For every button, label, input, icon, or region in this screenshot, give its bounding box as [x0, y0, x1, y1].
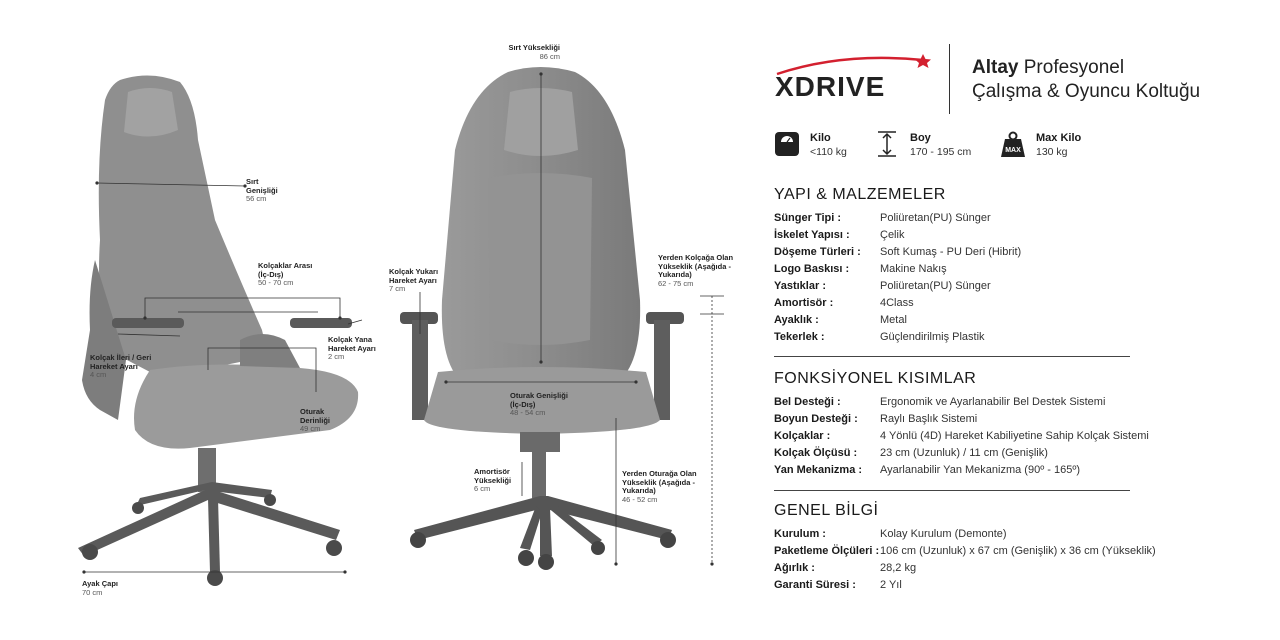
svg-text:XDRIVE: XDRIVE	[775, 71, 886, 102]
section-title-yapi: YAPI & MALZEMELER	[774, 186, 946, 203]
weight-max-icon	[1000, 130, 1026, 158]
xdrive-logo	[773, 54, 933, 104]
chair-side-view	[78, 75, 362, 586]
annotation-yerden-kolcaga: Yerden Kolçağa Olan Yükseklik (Aşağıda - Yukarıda) 62 - 75 cm	[658, 253, 734, 288]
height-arrow-icon	[874, 130, 900, 158]
annotation-amortisor: Amortisör Yüksekliği 6 cm	[474, 467, 512, 493]
product-title: Altay Profesyonel Çalışma & Oyuncu Koltuğu	[972, 57, 1201, 102]
section-title-genel: GENEL BİLGİ	[774, 502, 879, 519]
annotation-ayak-capi: Ayak Çapı 70 cm	[82, 579, 118, 597]
svg-text:MAX: MAX	[1005, 147, 1021, 154]
annotation-yerden-oturaga: Yerden Oturağa Olan Yükseklik (Aşağıda - Yukarıda) 46 - 52 cm	[622, 469, 697, 504]
scale-icon	[774, 130, 800, 158]
annotation-oturak-derinligi: Oturak Derinliği 49 cm	[300, 407, 331, 433]
header-divider	[949, 44, 950, 114]
star-icon	[915, 54, 931, 68]
annotation-oturak-genisligi: Oturak Genişliği (İç-Dış) 48 - 54 cm	[510, 391, 568, 417]
annotation-sirt-yuksekligi: Sırt Yüksekliği 86 cm	[508, 43, 560, 61]
annotation-kolcaklar-arasi: Kolçaklar Arası (İç-Dış) 50 - 70 cm	[258, 261, 313, 287]
annotation-sirt-genisligi: Sırt Genişliği 56 cm	[246, 177, 278, 203]
annotation-kolcak-yana: Kolçak Yana Hareket Ayarı 2 cm	[328, 335, 376, 361]
annotation-kolcak-yukari: Kolçak Yukarı Hareket Ayarı 7 cm	[389, 267, 439, 293]
annotation-kolcak-ileri: Kolçak İleri / Geri Hareket Ayarı 4 cm	[90, 353, 152, 379]
section-divider	[774, 356, 1130, 357]
section-title-fonksiyonel: FONKSİYONEL KISIMLAR	[774, 370, 977, 387]
section-divider	[774, 490, 1130, 491]
